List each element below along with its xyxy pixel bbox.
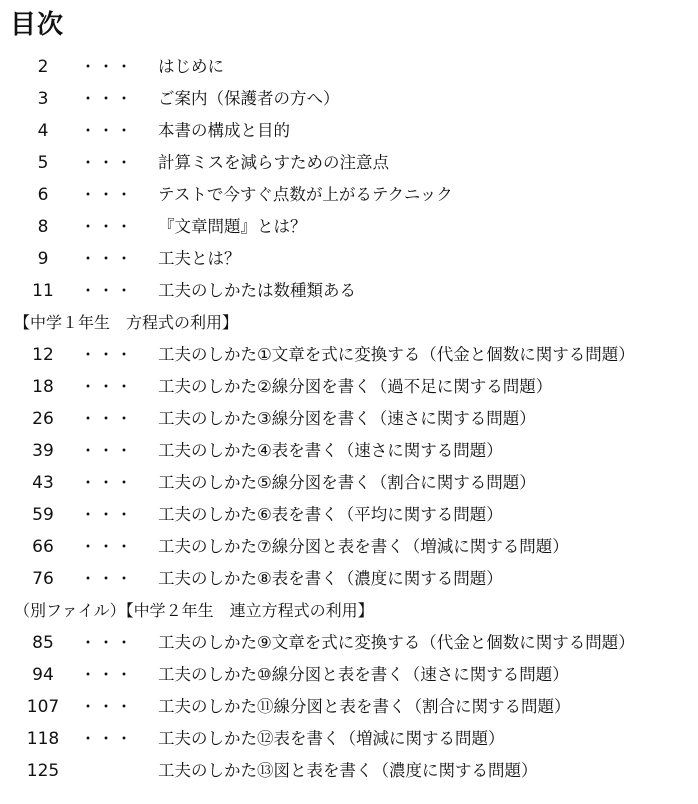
toc-entry	[0, 534, 698, 560]
entry-title: 『文章問題』とは？	[158, 217, 307, 236]
section-heading	[0, 598, 698, 624]
leader-dots: ・・・	[80, 729, 135, 748]
page-number: 4	[37, 121, 49, 141]
page-number: 2	[37, 57, 49, 77]
toc-entry	[0, 374, 698, 400]
page-number: 59	[32, 505, 54, 525]
entry-title: 工夫のしかた①文章を式に変換する（代金と個数に関する問題）	[158, 345, 635, 364]
page-number: 6	[37, 185, 49, 205]
page-number: 94	[32, 665, 54, 685]
entry-title: 工夫とは？	[158, 249, 241, 268]
page-number: 12	[32, 345, 54, 365]
leader-dots: ・・・	[80, 569, 135, 588]
page-number: 43	[32, 473, 54, 493]
entry-title: 工夫のしかた⑦線分図と表を書く（増減に関する問題）	[158, 537, 569, 556]
leader-dots: ・・・	[80, 153, 135, 172]
section-heading-label: （別ファイル）【中学２年生 連立方程式の利用】	[14, 601, 374, 620]
entry-title: テストで今すぐ点数が上がるテクニック	[158, 185, 453, 204]
toc-entry	[0, 214, 698, 240]
leader-dots: ・・・	[80, 121, 135, 140]
page-number: 18	[32, 377, 54, 397]
leader-dots: ・・・	[80, 185, 135, 204]
leader-dots: ・・・	[80, 665, 135, 684]
leader-dots: ・・・	[80, 217, 135, 236]
toc-entry	[0, 470, 698, 496]
leader-dots: ・・・	[80, 505, 135, 524]
entry-title: 工夫のしかた④表を書く（速さに関する問題）	[158, 441, 503, 460]
page-number: 125	[26, 761, 60, 781]
page-number: 11	[32, 281, 54, 301]
page-number: 76	[32, 569, 54, 589]
toc-entry	[0, 662, 698, 688]
toc-entry	[0, 246, 698, 272]
entry-title: 工夫のしかたは数種類ある	[158, 281, 356, 300]
leader-dots: ・・・	[80, 57, 135, 76]
entry-title: 工夫のしかた⑪線分図と表を書く（割合に関する問題）	[158, 697, 571, 716]
entry-title: はじめに	[158, 57, 224, 76]
page-number: 85	[32, 633, 54, 653]
page-number: 5	[37, 153, 49, 173]
toc-entry	[0, 406, 698, 432]
page-number: 39	[32, 441, 54, 461]
page-number: 26	[32, 409, 54, 429]
toc-entry	[0, 278, 698, 304]
toc-entry	[0, 118, 698, 144]
entry-title: ご案内（保護者の方へ）	[158, 89, 340, 108]
entry-title: 工夫のしかた⑤線分図を書く（割合に関する問題）	[158, 473, 536, 492]
leader-dots: ・・・	[80, 697, 135, 716]
page-number: 9	[37, 249, 49, 269]
toc-entry	[0, 566, 698, 592]
entry-title: 工夫のしかた②線分図を書く（過不足に関する問題）	[158, 377, 553, 396]
leader-dots: ・・・	[80, 89, 135, 108]
page-number: 8	[37, 217, 49, 237]
page-number: 3	[37, 89, 49, 109]
toc-entry	[0, 342, 698, 368]
toc-entry	[0, 150, 698, 176]
toc-entry	[0, 438, 698, 464]
leader-dots: ・・・	[80, 473, 135, 492]
entry-title: 計算ミスを減らすための注意点	[158, 153, 389, 172]
entry-title: 工夫のしかた⑧表を書く（濃度に関する問題）	[158, 569, 503, 588]
leader-dots: ・・・	[80, 409, 135, 428]
leader-dots: ・・・	[80, 633, 135, 652]
section-heading	[0, 310, 698, 336]
entry-title: 工夫のしかた⑬図と表を書く（濃度に関する問題）	[158, 761, 538, 780]
entry-title: 本書の構成と目的	[158, 121, 290, 140]
toc-entry	[0, 758, 698, 784]
toc-entry	[0, 502, 698, 528]
leader-dots: ・・・	[80, 281, 135, 300]
toc-entry	[0, 726, 698, 752]
section-heading-label: 【中学１年生 方程式の利用】	[14, 313, 239, 332]
toc-entry	[0, 694, 698, 720]
leader-dots: ・・・	[80, 441, 135, 460]
page-number: 66	[32, 537, 54, 557]
toc-entry	[0, 86, 698, 112]
leader-dots: ・・・	[80, 345, 135, 364]
entry-title: 工夫のしかた⑨文章を式に変換する（代金と個数に関する問題）	[158, 633, 635, 652]
entry-title: 工夫のしかた⑥表を書く（平均に関する問題）	[158, 505, 503, 524]
page-title: 目次	[10, 10, 65, 40]
entry-title: 工夫のしかた③線分図を書く（速さに関する問題）	[158, 409, 536, 428]
page-number: 118	[26, 729, 60, 749]
leader-dots: ・・・	[80, 377, 135, 396]
entry-title: 工夫のしかた⑩線分図と表を書く（速さに関する問題）	[158, 665, 569, 684]
page-number: 107	[26, 697, 60, 717]
toc-entry	[0, 630, 698, 656]
leader-dots: ・・・	[80, 537, 135, 556]
leader-dots: ・・・	[80, 249, 135, 268]
toc-entry	[0, 182, 698, 208]
entry-title: 工夫のしかた⑫表を書く（増減に関する問題）	[158, 729, 505, 748]
toc-entry	[0, 54, 698, 80]
